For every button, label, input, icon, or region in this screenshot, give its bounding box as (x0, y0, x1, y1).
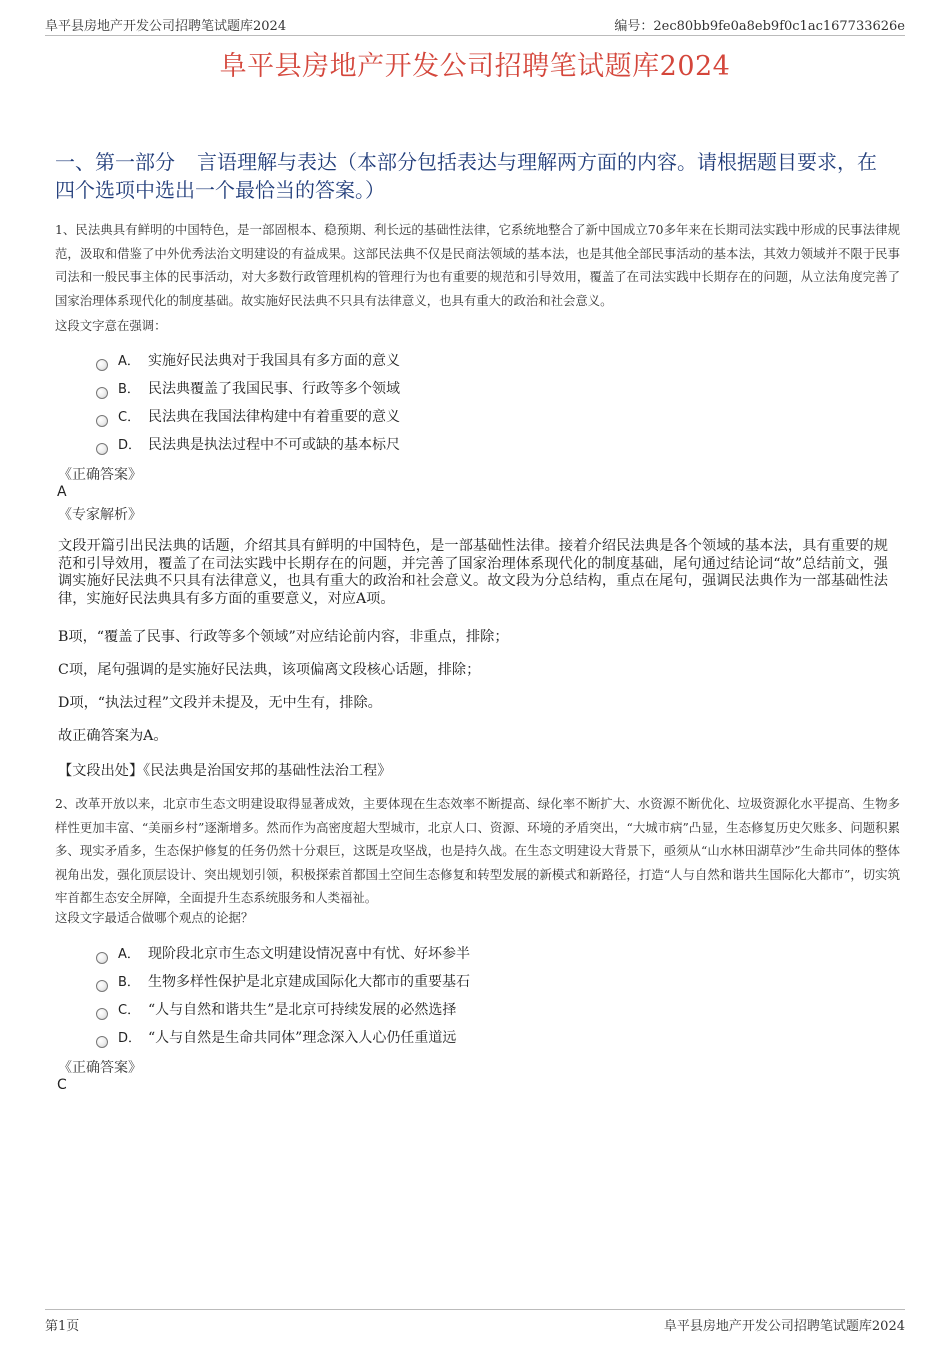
q1-ask: 这段文字意在强调： (55, 318, 167, 333)
q1-analysis: 文段开篇引出民法典的话题，介绍其具有鲜明的中国特色，是一部基础性法律。接着介绍民法典是各个领域的基本法，具有重要的规范和引导效用，覆盖了在司法实践中长期存在的问题，并完善了国家治理体系现代化的制度基础，尾句通过结论词“故”总结前文，强调实施好民法典不只具有法律意义，也具有重大的政治和社会意义。故文段为分总结构，重点在尾句，强调民法典作为一部基础性法律，实施好民法典具有多方面的重要意义，对应A项。 (58, 538, 888, 607)
footer-doc-title: 阜平县房地产开发公司招聘笔试题库2024 (663, 1319, 905, 1334)
section-heading (55, 148, 895, 204)
radio-icon[interactable] (96, 387, 108, 399)
q1-analysis-d: D项，“执法过程”文段并未提及，无中生有，排除。 (58, 695, 382, 711)
page-title: 阜平县房地产开发公司招聘笔试题库2024 (219, 51, 731, 82)
radio-icon[interactable] (96, 952, 108, 964)
page-number: 第1页 (45, 1319, 80, 1334)
header-doc-title: 阜平县房地产开发公司招聘笔试题库2024 (45, 19, 287, 34)
q2-option-a[interactable]: A． 现阶段北京市生态文明建设情况喜中有忧、好坏参半 (96, 943, 470, 965)
q1-stem: 1、民法典具有鲜明的中国特色，是一部固根本、稳预期、利长远的基础性法律，它系统地整合了新中国成立70多年来在长期司法实践中形成的民事法律规范，汲取和借鉴了中外优秀法治文明建设的有益成果。这部民法典不仅是民商法领域的基本法，也是其他全部民事活动的基本法，其效力领域并不限于民事司法和一般民事主体的民事活动，对大多数行政管理机构的管理行为也有重要的规范和引导效用，覆盖了在司法实践中长期存在的问题，从立法角度完善了国家治理体系现代化的制度基础。故实施好民法典不只具有法律意义，也具有重大的政治和社会意义。 (55, 222, 900, 308)
q1-option-d[interactable]: D． 民法典是执法过程中不可或缺的基本标尺 (96, 434, 400, 456)
q1-option-a[interactable]: A． 实施好民法典对于我国具有多方面的意义 (96, 350, 400, 372)
q2-stem: 2、改革开放以来，北京市生态文明建设取得显著成效，主要体现在生态效率不断提高、绿化率不断扩大、水资源不断优化、垃圾资源化水平提高、生物多样性更加丰富、“美丽乡村”逐渐增多。然而作为高密度超大型城市，北京人口、资源、环境的矛盾突出，“大城市病”凸显，生态修复历史欠账多、问题积累多、现实矛盾多，生态保护修复的任务仍然十分艰巨，这既是攻坚战，也是持久战。在生态文明建设大背景下，亟须从“山水林田湖草沙”生命共同体的整体视角出发，强化顶层设计、突出规划引领，积极探索首都国土空间生态修复和转型发展的新模式和新路径，打造“人与自然和谐共生国际化大都市”，切实筑牢首都生态安全屏障，全面提升生态系统服务和人类福祉。 (55, 796, 900, 905)
q2-answer: C (57, 1077, 67, 1093)
q2-ask: 这段文字最适合做哪个观点的论据？ (55, 910, 254, 925)
q1-option-c[interactable]: C． 民法典在我国法律构建中有着重要的意义 (96, 406, 400, 428)
q2-option-d[interactable]: D． “人与自然是生命共同体”理念深入人心仍任重道远 (96, 1027, 456, 1049)
q1-answer-label: 《正确答案》 (58, 467, 142, 483)
radio-icon[interactable] (96, 415, 108, 427)
section-text: 言语理解与表达（本部分包括表达与理解两方面的内容。请根据题目要求，在四个选项中选出一个最恰当的答案。） (55, 150, 877, 202)
q1-analysis-label: 《专家解析》 (58, 507, 142, 523)
radio-icon[interactable] (96, 1036, 108, 1048)
radio-icon[interactable] (96, 980, 108, 992)
page-header (45, 13, 905, 36)
q1-conclusion: 故正确答案为A。 (58, 728, 168, 744)
q1-analysis-c: C项，尾句强调的是实施好民法典，该项偏离文段核心话题，排除； (58, 662, 481, 678)
radio-icon[interactable] (96, 359, 108, 371)
q2-option-b[interactable]: B． 生物多样性保护是北京建成国际化大都市的重要基石 (96, 971, 470, 993)
q1-source: 【文段出处】《民法典是治国安邦的基础性法治工程》 (58, 763, 392, 779)
q1-analysis-b: B项，“覆盖了民事、行政等多个领域”对应结论前内容，非重点，排除； (58, 629, 509, 645)
radio-icon[interactable] (96, 1008, 108, 1020)
q2-answer-label: 《正确答案》 (58, 1060, 142, 1076)
q1-option-b[interactable]: B． 民法典覆盖了我国民事、行政等多个领域 (96, 378, 400, 400)
q1-answer: A (57, 484, 67, 500)
radio-icon[interactable] (96, 443, 108, 455)
page-footer (45, 1309, 905, 1334)
header-doc-id: 编号：2ec80bb9fe0a8eb9f0c1ac167733626e (614, 19, 905, 34)
q2-option-c[interactable]: C． “人与自然和谐共生”是北京可持续发展的必然选择 (96, 999, 456, 1021)
section-label: 一、第一部分 (55, 150, 175, 174)
